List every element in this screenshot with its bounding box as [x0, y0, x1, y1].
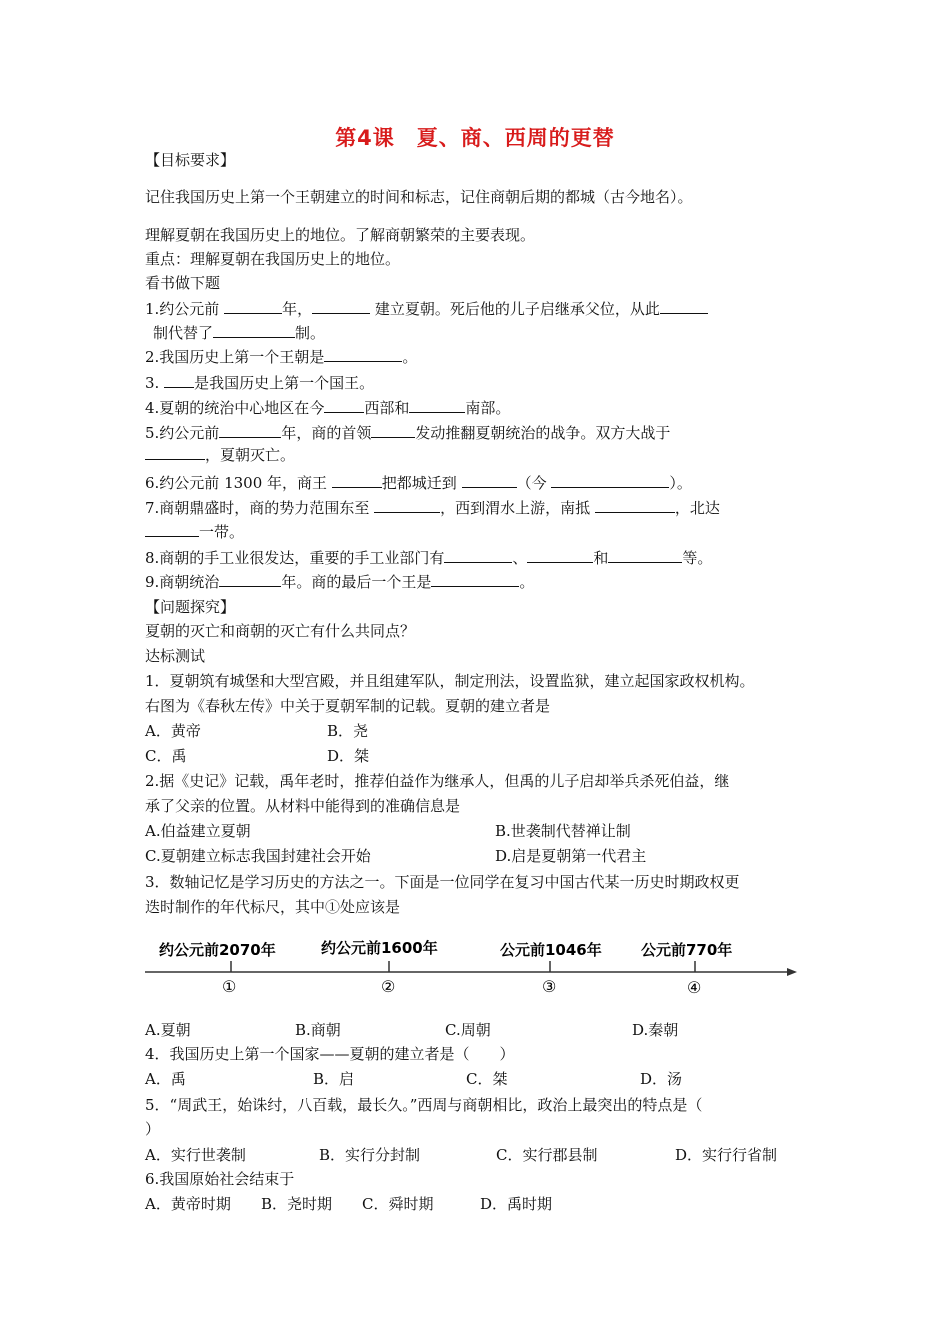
- option-b[interactable]: B.世袭制代替禅让制: [495, 822, 631, 840]
- option-c[interactable]: C．桀: [466, 1070, 508, 1088]
- goals-header: 【目标要求】: [145, 151, 236, 169]
- fill-question-9: 9.商朝统治 年。商的最后一个王是 。: [145, 570, 534, 593]
- option-d[interactable]: D．禹时期: [480, 1195, 553, 1213]
- blank[interactable]: [332, 471, 382, 488]
- test-q2-line2: 承了父亲的位置。从材料中能得到的准确信息是: [145, 797, 461, 815]
- fill-question-1: 1.约公元前 年， 建立夏朝。死后他的儿子启继承父位，从此: [145, 297, 708, 320]
- test-q2-line1: 2.据《史记》记载，禹年老时，推荐伯益作为继承人，但禹的儿子启却举兵杀死伯益，继: [145, 772, 730, 790]
- fill-question-7: 7.商朝鼎盛时，商的势力范围东至 ，西到渭水上游，南抵 ，北达: [145, 496, 720, 519]
- fill-question-7-cont: 一带。: [145, 520, 244, 543]
- fill-question-4: 4.夏朝的统治中心地区在今 西部和 南部。: [145, 396, 510, 419]
- test-q3-line2: 迭时制作的年代标尺，其中①处应该是: [145, 898, 401, 916]
- timeline-label-4: 公元前770年: [641, 941, 733, 959]
- timeline-mark-2: ②: [381, 977, 396, 996]
- option-b[interactable]: B．尧时期: [261, 1195, 333, 1213]
- blank[interactable]: [551, 471, 669, 488]
- option-a[interactable]: A．黄帝时期: [145, 1195, 231, 1213]
- option-d[interactable]: D.启是夏朝第一代君主: [495, 847, 647, 865]
- test-q5-line2: ）: [145, 1120, 161, 1138]
- option-a[interactable]: A.伯益建立夏朝: [145, 822, 251, 840]
- blank[interactable]: [527, 546, 593, 563]
- option-c[interactable]: C.周朝: [445, 1021, 491, 1039]
- timeline-figure: [145, 935, 805, 1005]
- blank[interactable]: [371, 421, 415, 438]
- timeline-mark-1: ①: [222, 977, 237, 996]
- key-point-line: 重点：理解夏朝在我国历史上的地位。: [145, 250, 401, 268]
- test-header: 达标测试: [145, 647, 206, 665]
- timeline-arrow: [787, 968, 797, 976]
- blank[interactable]: [312, 297, 370, 314]
- option-d[interactable]: D．汤: [640, 1070, 683, 1088]
- fill-question-1-cont: 制代替了 制。: [153, 321, 325, 344]
- blank[interactable]: [224, 297, 282, 314]
- option-b[interactable]: B．尧: [327, 722, 369, 740]
- blank[interactable]: [660, 297, 708, 314]
- blank[interactable]: [164, 371, 194, 388]
- inquiry-question: 夏朝的灭亡和商朝的灭亡有什么共同点？: [145, 622, 416, 640]
- timeline-mark-4: ④: [687, 978, 702, 997]
- blank[interactable]: [608, 546, 682, 563]
- option-c[interactable]: C．禹: [145, 747, 187, 765]
- test-q4-line: 4．我国历史上第一个国家——夏朝的建立者是（ ）: [145, 1045, 515, 1063]
- blank[interactable]: [324, 396, 364, 413]
- blank[interactable]: [462, 471, 517, 488]
- option-d[interactable]: D.秦朝: [632, 1021, 679, 1039]
- option-d[interactable]: D．桀: [327, 747, 370, 765]
- blank[interactable]: [374, 496, 440, 513]
- test-q5-line1: 5．“周武王，始诛纣，八百载，最长久。”西周与商朝相比，政治上最突出的特点是（: [145, 1096, 703, 1114]
- fill-question-5-cont: ，夏朝灭亡。: [145, 443, 295, 466]
- timeline-label-2: 约公元前1600年: [321, 939, 438, 957]
- option-d[interactable]: D．实行行省制: [675, 1146, 778, 1164]
- option-b[interactable]: B.商朝: [295, 1021, 341, 1039]
- option-b[interactable]: B．实行分封制: [319, 1146, 421, 1164]
- read-header: 看书做下题: [145, 274, 221, 292]
- blank[interactable]: [444, 546, 512, 563]
- option-a[interactable]: A．禹: [145, 1070, 186, 1088]
- timeline-mark-3: ③: [542, 977, 557, 996]
- blank[interactable]: [409, 396, 465, 413]
- option-a[interactable]: A.夏朝: [145, 1021, 191, 1039]
- blank[interactable]: [145, 443, 205, 460]
- blank[interactable]: [595, 496, 675, 513]
- fill-question-8: 8.商朝的手工业很发达，重要的手工业部门有 、 和 等。: [145, 546, 712, 569]
- test-q6-line: 6.我国原始社会结束于: [145, 1170, 295, 1188]
- timeline-label-3: 公元前1046年: [500, 941, 602, 959]
- blank[interactable]: [213, 321, 295, 338]
- timeline-label-1: 约公元前2070年: [159, 941, 276, 959]
- page-title: 第4课 夏、商、西周的更替: [335, 126, 615, 150]
- blank[interactable]: [219, 570, 281, 587]
- blank[interactable]: [219, 421, 281, 438]
- fill-question-5: 5.约公元前 年，商的首领 发动推翻夏朝统治的战争。双方大战于: [145, 421, 670, 444]
- blank[interactable]: [431, 570, 519, 587]
- inquiry-header: 【问题探究】: [145, 598, 236, 616]
- option-c[interactable]: C.夏朝建立标志我国封建社会开始: [145, 847, 371, 865]
- fill-question-3: 3. 是我国历史上第一个国王。: [145, 371, 374, 394]
- test-q1-line1: 1．夏朝筑有城堡和大型宫殿，并且组建军队，制定刑法，设置监狱，建立起国家政权机构。: [145, 672, 755, 690]
- goal-line-2: 理解夏朝在我国历史上的地位。了解商朝繁荣的主要表现。: [145, 226, 536, 244]
- test-q3-line1: 3．数轴记忆是学习历史的方法之一。下面是一位同学在复习中国古代某一历史时期政权更: [145, 873, 740, 891]
- fill-question-2: 2.我国历史上第一个王朝是 。: [145, 345, 417, 368]
- goal-line-1: 记住我国历史上第一个王朝建立的时间和标志，记住商朝后期的都城（古今地名）。: [145, 188, 693, 206]
- option-c[interactable]: C．实行郡县制: [496, 1146, 598, 1164]
- option-a[interactable]: A．实行世袭制: [145, 1146, 246, 1164]
- option-b[interactable]: B．启: [313, 1070, 355, 1088]
- test-q1-line2: 右图为《春秋左传》中关于夏朝军制的记载。夏朝的建立者是: [145, 697, 551, 715]
- option-c[interactable]: C．舜时期: [362, 1195, 434, 1213]
- blank[interactable]: [145, 520, 199, 537]
- blank[interactable]: [324, 345, 402, 362]
- option-a[interactable]: A．黄帝: [145, 722, 201, 740]
- fill-question-6: 6.约公元前 1300 年，商王 把都城迁到 （今 ）。: [145, 471, 692, 494]
